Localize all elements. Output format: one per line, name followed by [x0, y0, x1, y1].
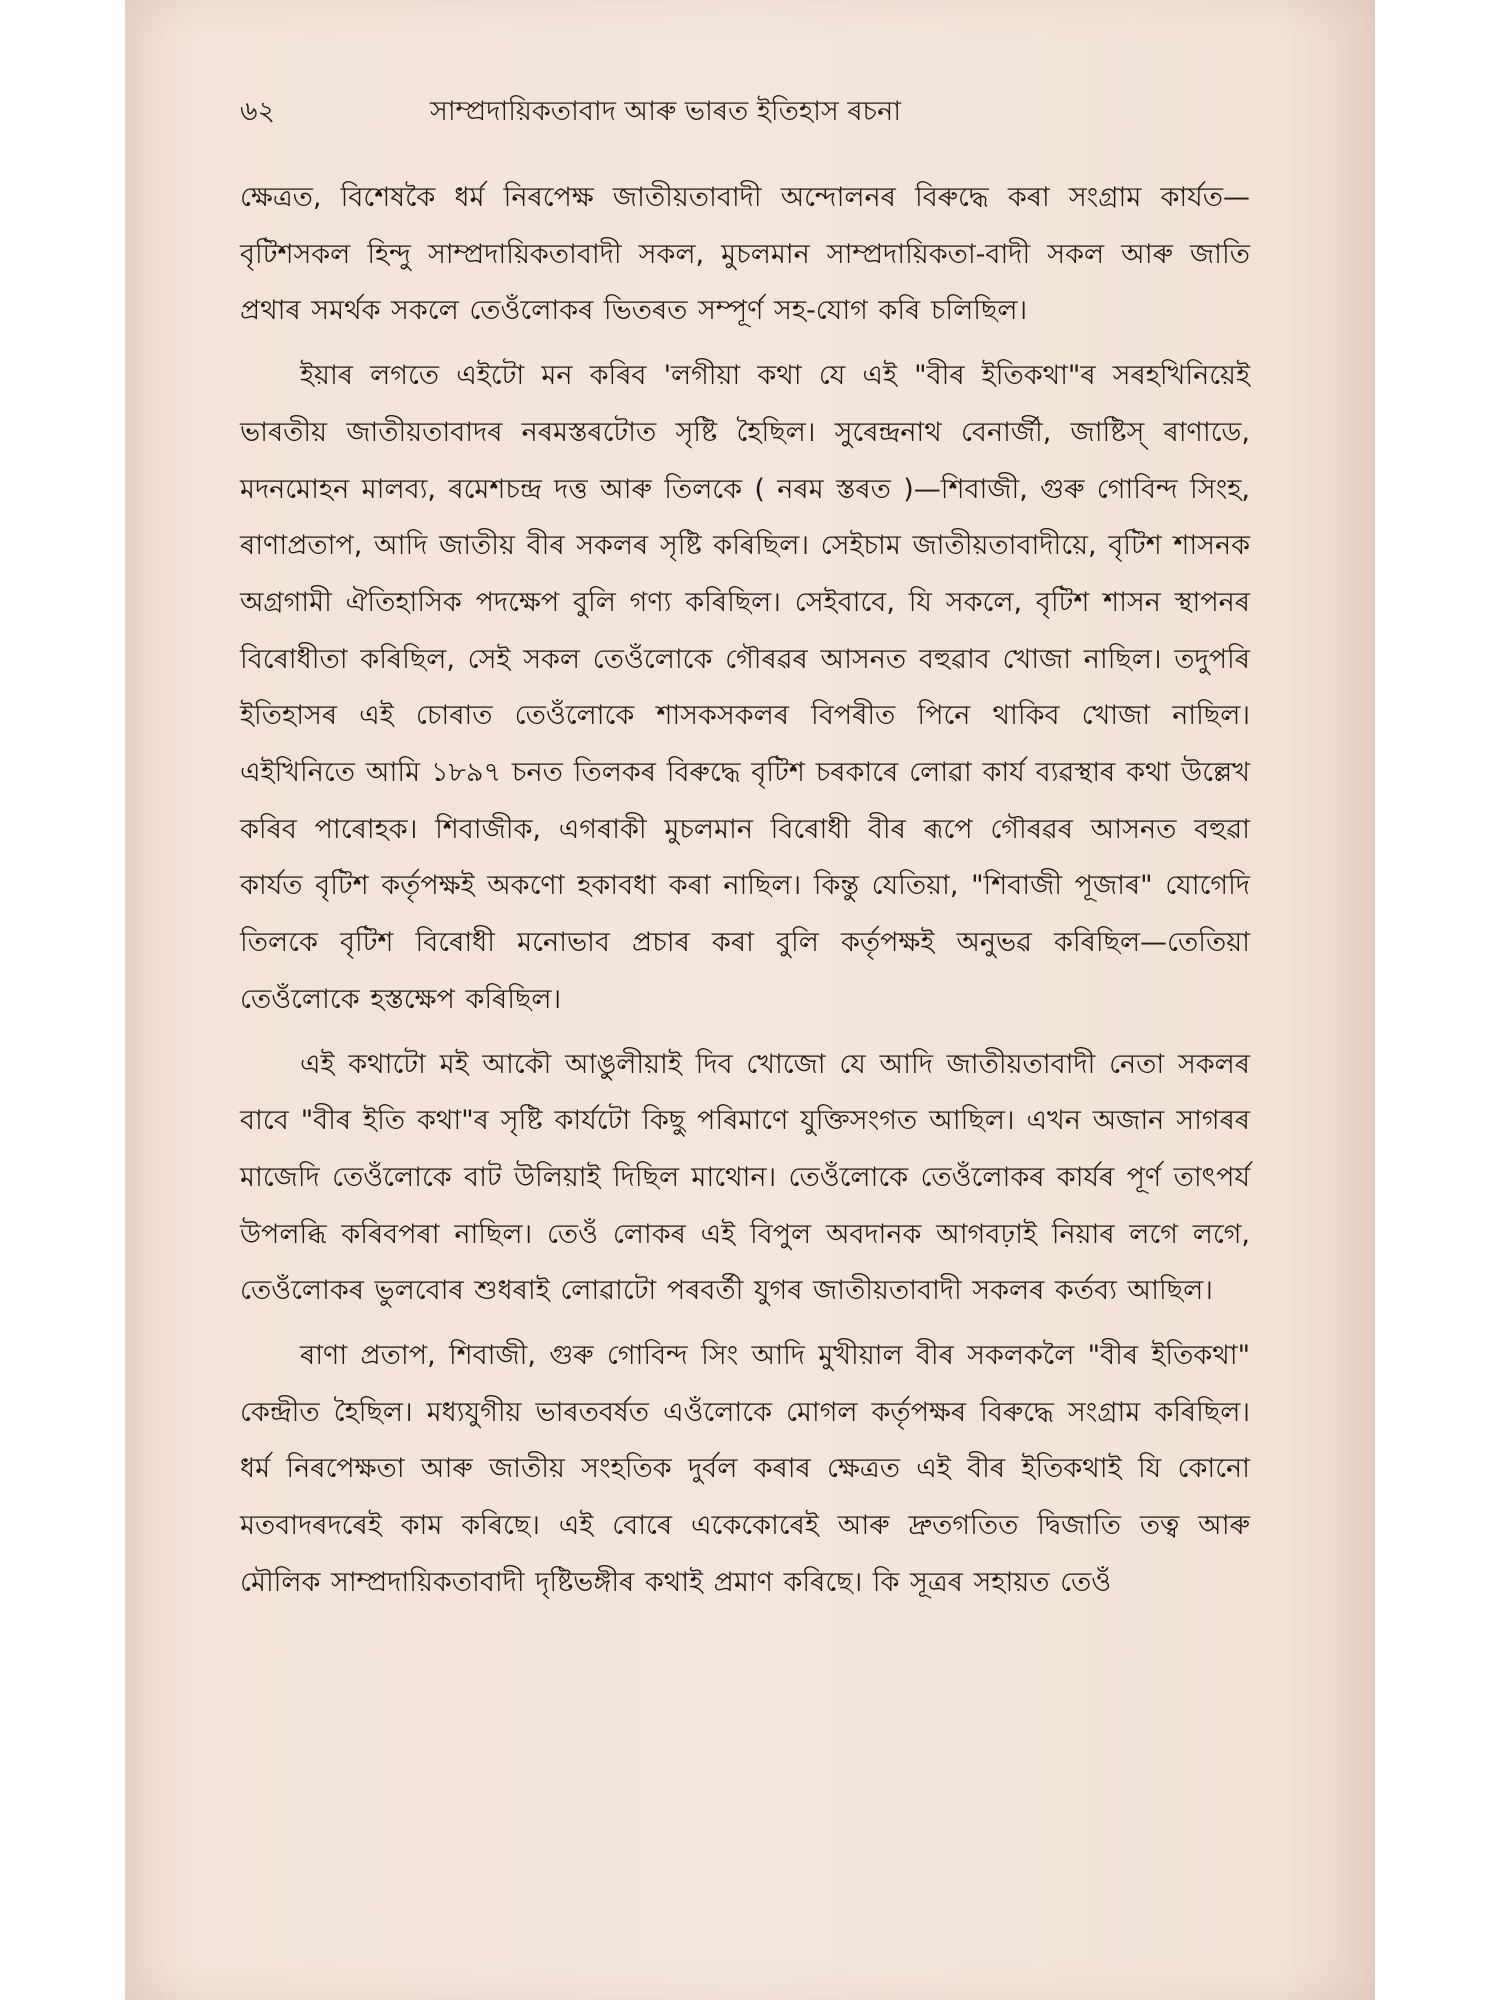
paragraph-2: ইয়াৰ লগতে এইটো মন কৰিব 'লগীয়া কথা যে এই "বীৰ ইতিকথা"ৰ সৰহখিনিয়েই ভাৰতীয় জাতীয়তাবাদৰ নৰমস্তৰটোত সৃষ্টি হৈছিল। সুৰেন্দ্ৰনাথ বেনাৰ্জী, জাষ্টিস্ ৰাণাডে, মদনমোহন মালব্য, ৰমেশচন্দ্ৰ দত্ত আৰু তিলকে ( নৰম স্তৰত )—শিবাজী, গুৰু গোবিন্দ সিংহ, ৰাণাপ্ৰতাপ, আদি জাতীয় বীৰ সকলৰ সৃষ্টি কৰিছিল। সেইচাম জাতীয়তাবাদীয়ে, বৃটিশ শাসনক অগ্ৰগামী ঐতিহাসিক পদক্ষেপ বুলি গণ্য কৰিছিল। সেইবাবে, যি সকলে, বৃটিশ শাসন স্থাপনৰ বিৰোধীতা কৰিছিল, সেই সকল তেওঁলোকে গৌৰৱৰ আসনত বহুৱাব খোজা নাছিল। তদুপৰি ইতিহাসৰ এই চোৰাত তেওঁলোকে শাসকসকলৰ বিপৰীত পিনে থাকিব খোজা নাছিল। এইখিনিতে আমি ১৮৯৭ চনত তিলকৰ বিৰুদ্ধে বৃটিশ চৰকাৰে লোৱা কাৰ্য ব্যৱস্থাৰ কথা উল্লেখ কৰিব পাৰোহক। শিবাজীক, এগৰাকী মুচলমান বিৰোধী বীৰ ৰূপে গৌৰৱৰ আসনত বহুৱা কাৰ্যত বৃটিশ কৰ্তৃপক্ষই অকণো হকাবধা কৰা নাছিল। কিন্তু যেতিয়া, "শিবাজী পূজাৰ" যোগেদি তিলকে বৃটিশ বিৰোধী মনোভাব প্ৰচাৰ কৰা বুলি কৰ্তৃপক্ষই অনুভৱ কৰিছিল—তেতিয়া তেওঁলোকে হস্তক্ষেপ কৰিছিল। — [240, 360, 1250, 1015]
page-body — [240, 170, 1250, 1620]
page-header — [240, 92, 1250, 132]
page-number: ৬২ — [240, 96, 276, 127]
paragraph-4: ৰাণা প্ৰতাপ, শিবাজী, গুৰু গোবিন্দ সিং আদি মুখীয়াল বীৰ সকলকলৈ "বীৰ ইতিকথা" কেন্দ্ৰীত হৈছিল। মধ্যযুগীয় ভাৰতবৰ্ষত এওঁলোকে মোগল কৰ্তৃপক্ষৰ বিৰুদ্ধে সংগ্ৰাম কৰিছিল। ধৰ্ম নিৰপেক্ষতা আৰু জাতীয় সংহতিক দুৰ্বল কৰাৰ ক্ষেত্ৰত এই বীৰ ইতিকথাই যি কোনো মতবাদৰদৰেই কাম কৰিছে। এই বোৰে একেকোৰেই আৰু দ্ৰুতগতিত দ্বিজাতি তত্ব আৰু মৌলিক সাম্প্ৰদায়িকতাবাদী দৃষ্টিভঙ্গীৰ কথাই প্ৰমাণ কৰিছে। কি সূত্ৰৰ সহায়ত তেওঁ — [240, 1340, 1250, 1598]
running-title: সাম্প্ৰদায়িকতাবাদ আৰু ভাৰত ইতিহাস ৰচনা — [430, 96, 902, 127]
paragraph-1: ক্ষেত্ৰত, বিশেষকৈ ধৰ্ম নিৰপেক্ষ জাতীয়তাবাদী অন্দোলনৰ বিৰুদ্ধে কৰা সংগ্ৰাম কাৰ্যত—বৃটিশসকল হিন্দু সাম্প্ৰদায়িকতাবাদী সকল, মুচলমান সাম্প্ৰদায়িকতা-বাদী সকল আৰু জাতি প্ৰথাৰ সমৰ্থক সকলে তেওঁলোকৰ ভিতৰত সম্পূৰ্ণ সহ-যোগ কৰি চলিছিল। — [240, 182, 1250, 327]
paragraph-3: এই কথাটো মই আকৌ আঙুলীয়াই দিব খোজো যে আদি জাতীয়তাবাদী নেতা সকলৰ বাবে "বীৰ ইতি কথা"ৰ সৃষ্টি কাৰ্যটো কিছু পৰিমাণে যুক্তিসংগত আছিল। এখন অজান সাগৰৰ মাজেদি তেওঁলোকে বাট উলিয়াই দিছিল মাথোন। তেওঁলোকে তেওঁলোকৰ কাৰ্যৰ পূৰ্ণ তাৎপৰ্য উপলব্ধি কৰিবপৰা নাছিল। তেওঁ লোকৰ এই বিপুল অবদানক আগবঢ়াই নিয়াৰ লগে লগে, তেওঁলোকৰ ভুলবোৰ শুধৰাই লোৱাটো পৰবৰ্তী যুগৰ জাতীয়তাবাদী সকলৰ কৰ্তব্য আছিল। — [240, 1048, 1250, 1307]
book-page — [125, 0, 1375, 2000]
